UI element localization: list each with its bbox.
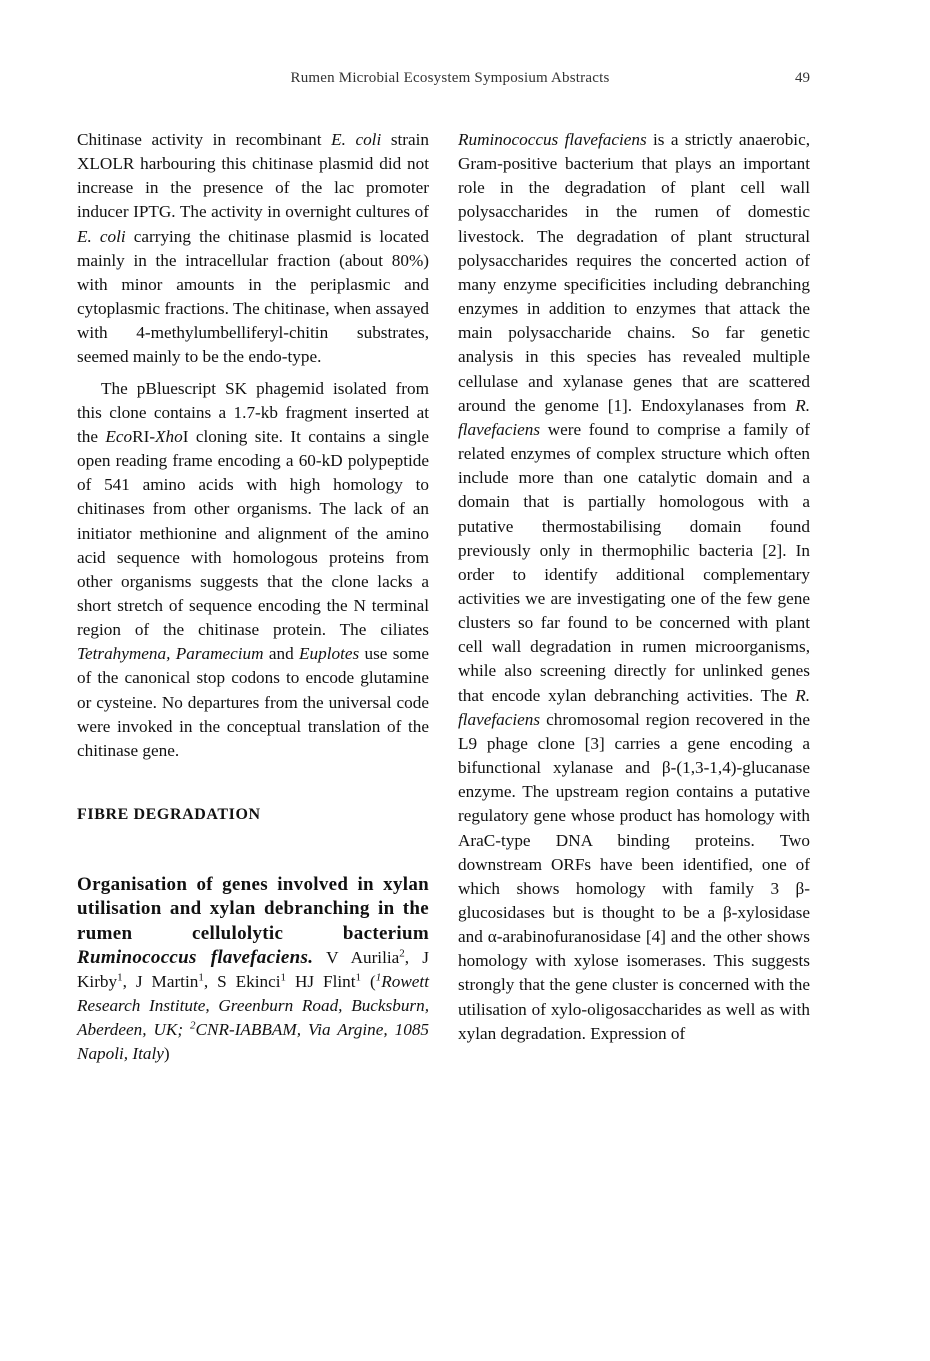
author: , J Kirby xyxy=(77,947,429,991)
paragraph-phagemid xyxy=(77,377,429,764)
affiliation-mark: 1 xyxy=(375,971,382,984)
organism-name: Tetrahymena, Paramecium xyxy=(77,644,264,664)
page-number: 49 xyxy=(795,70,810,86)
article-title-organism: Ruminococcus flavefaciens. xyxy=(77,946,314,968)
paragraph-ruminococcus xyxy=(458,128,810,1046)
affiliation-mark: 2 xyxy=(399,946,405,959)
text-run: and xyxy=(263,644,300,664)
section-heading: FIBRE DEGRADATION xyxy=(77,806,261,824)
affiliation-mark: 1 xyxy=(117,971,123,984)
text-run: ) xyxy=(163,1044,170,1064)
author: , S Ekinci xyxy=(203,971,281,991)
organism-name: R. flavefaciens xyxy=(458,395,810,439)
enzyme-name: Eco xyxy=(105,426,133,446)
text-run: chromosomal region recovered in the L9 phage clone [3] carries a gene encoding a bifunctional xylanase and β-(1,3-1,4)-glucanase enzyme. The upstream region contains a putative regulatory gene whose product has homology with AraC-type DNA binding proteins. Two downstream ORFs have been identified, one of which shows homology with family 3 β-glucosidases but is thought to be a β-xylosidase and α-arabinofuranosidase [4] and the other shows homology with xylose isomerases. This suggests strongly that the gene cluster is concerned with the utilisation of xylo-oligosaccharides as well as with xylan degradation. Expression of xyxy=(458,709,810,1043)
text-run: Chitinase activity in recombinant xyxy=(77,130,332,149)
text-run: is a strictly anaerobic, Gram-positive bacterium that plays an important role in the degradation of plant cell wall polysaccharides in the rumen of domestic livestock. The degradation of plant structural polysaccharides requires the concerted action of many enzyme specificities including debranching enzymes in addition to enzymes that attack the main polysaccharide chains. So far genetic analysis in this species has revealed multiple cellulase and xylanase genes that are scattered around the genome [1]. Endoxylanases from xyxy=(458,130,810,415)
text-run: use some of the canonical stop codons to encode glutamine or cysteine. No departures from the universal code were invoked in the conceptual translation of the chitinase gene. xyxy=(77,644,429,760)
text-run: RI- xyxy=(132,426,156,446)
affiliation-mark: 1 xyxy=(355,971,362,984)
organism-name: R. flavefaciens xyxy=(458,685,810,729)
affiliation-mark: 1 xyxy=(198,971,204,984)
organism-name: Ruminococcus flavefaciens xyxy=(458,130,647,149)
affiliation: Rowett Research Institute, Greenburn Road, Bucksburn, Aberdeen, UK; xyxy=(77,971,429,1040)
author: HJ Flint xyxy=(286,971,356,991)
text-run: I cloning site. It contains a single open reading frame encoding a 60-kD polypeptide of 541 amino acids with high homology to chitinases from other organisms. The lack of an initiator methionine and alignment of the amino acid sequence with homologous proteins from other organisms suggests that the clone lacks a short stretch of sequence encoding the N terminal region of the chitinase protein. The ciliates xyxy=(77,426,429,640)
affiliation: CNR-IABBAM, Via Argine, 1085 Napoli, Italy xyxy=(77,1020,430,1064)
affiliation-mark: 2 xyxy=(190,1019,196,1032)
article-title-text: Organisation of genes involved in xylan utilisation and xylan debranching in the rumen cellulolytic bacterium xyxy=(77,874,429,944)
left-column xyxy=(77,128,429,1066)
text-run: strain XLOLR harbouring this chitinase plasmid did not increase in the presence of the lac promoter inducer IPTG. The activity in overnight cultures of xyxy=(77,130,430,222)
running-head: Rumen Microbial Ecosystem Symposium Abstracts xyxy=(290,70,610,86)
text-run: The pBluescript SK phagemid isolated from this clone contains a 1.7-kb fragment inserted at the xyxy=(77,378,429,446)
organism-name: E. coli xyxy=(77,226,126,246)
affiliation-mark: 1 xyxy=(280,971,286,984)
enzyme-name: Xho xyxy=(155,426,183,446)
organism-name: Euplotes xyxy=(299,644,360,664)
text-run: ( xyxy=(361,971,376,991)
text-run: were found to comprise a family of related enzymes of complex structure which often include more than one catalytic domain and a domain that is partially homologous with a putative thermostabilising domain found previously only in thermophilic bacteria [2]. In order to identify additional complementary activities we are investigating one of the few gene clusters so far found to be concerned with plant cell wall degradation in rumen microorganisms, while also screening directly for unlinked genes that encode xylan debranching activities. The xyxy=(458,419,810,705)
text-run: carrying the chitinase plasmid is located mainly in the intracellular fraction (about 80%) with minor amounts in the periplasmic and cytoplasmic fractions. The chitinase, when assayed with 4-methylumbelliferyl-chitin substrates, seemed mainly to be the endo-type. xyxy=(77,226,429,367)
author: V Aurilia xyxy=(313,947,400,967)
paragraph-chitinase-activity xyxy=(77,128,429,370)
right-column xyxy=(458,128,810,1046)
organism-name: E. coli xyxy=(331,130,382,149)
author: , J Martin xyxy=(122,971,199,991)
article-header xyxy=(77,873,429,1066)
